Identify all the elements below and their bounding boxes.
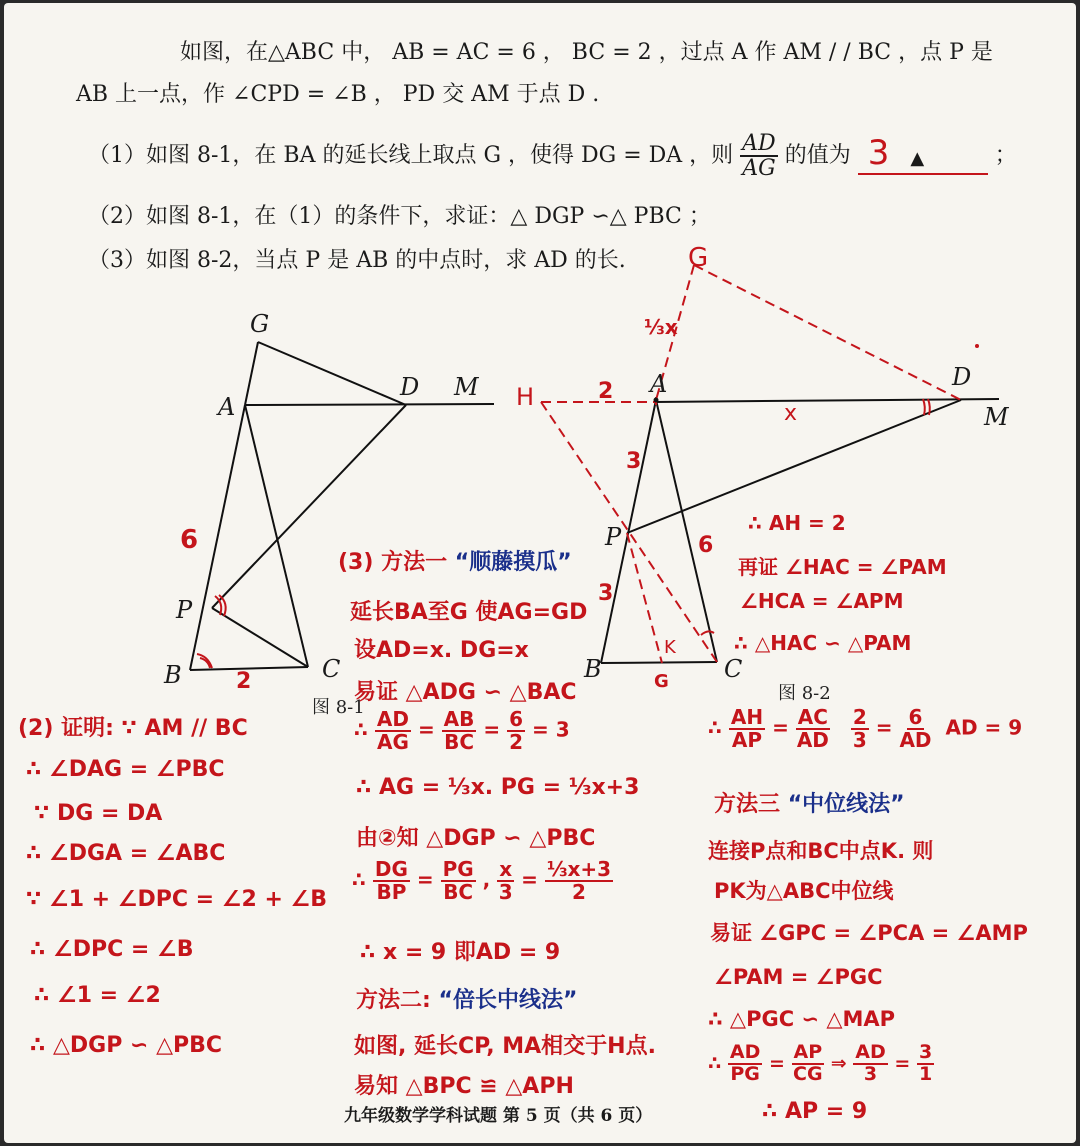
ratio-result: = 3 [531,717,570,742]
answer-marker: ▲ [910,148,925,169]
segment-BC-2 [601,662,717,663]
fraction-numerator: AD [729,1041,761,1063]
fraction-denominator: 3 [852,728,867,752]
method-1-line: ∴ AG = ⅓x. PG = ⅓x+3 [356,775,640,800]
question-1 [88,131,1017,180]
page-footer: 九年级数学学科试题 第 5 页（共 6 页） [344,1106,653,1126]
label-D: D [400,373,420,401]
stray-dot [975,344,979,348]
fraction-denominator: 2 [571,880,586,904]
segment-AC-2 [656,400,717,662]
segment-AB [190,405,245,670]
method-1-line: 延长BA至G 使AG=GD [350,600,588,625]
label-K: K [664,637,676,658]
point-A2 [654,398,659,403]
answer-value: 3 [867,133,890,173]
dashed-PK [627,533,662,663]
method-1-ratio: ∴ $\frac{AD}{AG}$ = $\frac{AB}{BC}$ = $\frac{6}{2}$ = 3 [354,707,570,754]
fraction-denominator: 2 [509,730,524,754]
fraction-numerator: AD [742,130,776,156]
method-1-proportion: ∴ $\frac{DG}{BP}$ = $\frac{PG}{BC}$ , $\frac{x}{3}$ = $\frac{\text{⅓x+3}}{2}$ [352,857,612,904]
method-3-line: ∠PAM = ∠PGC [714,965,883,989]
problem-line-1: 如图，在△ABC 中， AB = AC = 6 ， BC = 2 ，过点 A 作 AM / / BC ，点 P 是 [180,40,993,65]
label-B-2: B [584,655,602,683]
label-C-2: C [724,655,743,683]
label-D-2: D [952,363,972,391]
annotation-PB: 3 [598,581,614,606]
method-1-result: ∴ x = 9 即AD = 9 [360,940,561,965]
question-1-suffix: 的值为 [784,143,851,168]
method-3-line: 易证 ∠GPC = ∠PCA = ∠AMP [710,921,1028,945]
label-G: G [250,310,270,338]
label-A: A [218,393,236,421]
fraction-denominator: AG [376,730,409,754]
method-2-line: ∠HCA = ∠APM [740,589,904,613]
method-1-line: 由②知 △DGP ∽ △PBC [356,826,596,851]
question-3: （3）如图 8-2，当点 P 是 AB 的中点时，求 AD 的长. [88,248,626,273]
label-H: H [516,383,535,411]
therefore-sign: ∴ [352,867,366,892]
annotation-AP: 3 [626,449,642,474]
caption-figure-8-1: 图 8-1 [312,697,365,718]
method-2-name: “倍长中线法” [438,988,578,1013]
therefore-sign: ∴ [708,715,722,740]
fraction-numerator: AP [793,1041,823,1063]
fraction-denominator: AG [742,156,776,181]
problem-line-2: AB 上一点，作 ∠CPD = ∠B ， PD 交 AM 于点 D . [76,82,600,107]
method-2-line: ∴ AH = 2 [748,511,846,535]
proof-line: ∴ ∠1 = ∠2 [34,983,161,1008]
fraction-numerator: AB [443,707,475,731]
method-1-line: 易证 △ADG ∽ △BAC [354,680,577,705]
fraction-denominator: AD [796,728,829,752]
angle-mark-Db [923,399,925,415]
label-A-2: A [650,370,668,398]
segment-GA [245,342,258,405]
method-2-prefix: 方法二: [356,988,431,1013]
method-1-prefix: (3) 方法一 [338,550,448,575]
fraction-numerator: AD [376,707,409,731]
method-3-line: ∴ △PGC ∽ △MAP [708,1007,896,1031]
fraction-numerator: 3 [918,1041,933,1063]
method-2-line: 再证 ∠HAC = ∠PAM [738,555,947,579]
fraction-denominator: 1 [918,1062,933,1085]
fraction-denominator: PG [730,1062,760,1085]
fraction-denominator: 3 [863,1062,878,1085]
angle-mark-C [701,631,714,635]
method-3-name: “中位线法” [787,792,905,817]
proof-line: ∴ ∠DGA = ∠ABC [26,841,226,866]
annotation-HA: 2 [598,379,614,404]
fraction-numerator: 6 [908,705,923,729]
exam-sheet [4,3,1076,1143]
fraction-denominator: 3 [498,880,513,904]
segment-PD [212,405,406,608]
method-2-line: ∴ △HAC ∽ △PAM [734,631,912,655]
method-2-result: AD = 9 [945,715,1023,740]
method-3-prefix: 方法三 [714,792,781,817]
fraction-numerator: AH [730,705,764,729]
question-1-end: ； [994,143,1017,168]
proof-line: (2) 证明: ∵ AM // BC [18,716,248,741]
fraction-denominator: AD [899,728,932,752]
label-C: C [322,655,341,683]
method-3-line: PK为△ABC中位线 [714,879,894,903]
annotation-BC-length: 2 [236,669,252,694]
fraction-denominator: CG [793,1062,823,1085]
fraction-numerator: PG [442,857,474,881]
method-1-line: 设AD=x. DG=x [354,638,529,663]
method-3-title [714,787,905,818]
proof-line: ∵ ∠1 + ∠DPC = ∠2 + ∠B [26,887,328,912]
therefore-sign: ∴ [708,1052,722,1075]
proof-line: ∵ DG = DA [34,801,163,826]
answer-blank [858,133,988,175]
annotation-AG: ⅓x [644,315,678,339]
proof-line: ∴ ∠DAG = ∠PBC [26,757,225,782]
fraction-numerator: AC [797,705,828,729]
question-1-prefix: （1）如图 8-1，在 BA 的延长线上取点 G ，使得 DG = DA ，则 [88,143,734,168]
method-2-line: 易知 △BPC ≌ △APH [354,1074,574,1099]
annotation-AC: 6 [698,533,714,558]
caption-figure-8-2: 图 8-2 [778,683,831,704]
fraction-denominator: BP [376,880,407,904]
question-1-fraction [740,132,778,180]
fraction-denominator: BC [443,880,474,904]
proof-line: ∴ ∠DPC = ∠B [30,937,194,962]
annotation-AB-length: 6 [180,525,199,555]
method-2-title [356,983,577,1014]
method-2-line: 如图, 延长CP, MA相交于H点. [354,1034,656,1059]
fraction-numerator: ⅓x+3 [546,857,612,881]
label-P: P [176,596,193,624]
fraction-numerator: 6 [509,707,524,731]
method-2-proportion: ∴ $\frac{AH}{AP}$ = $\frac{AC}{AD}$ $\frac{2}{3}$ = $\frac{6}{AD}$ AD = 9 [708,705,1023,752]
question-2: （2）如图 8-1，在（1）的条件下，求证：△ DGP ∽△ PBC ； [88,204,711,229]
line-AM [245,404,494,405]
label-M: M [454,373,479,401]
fraction-numerator: DG [374,857,408,881]
method-3-proportion: ∴ $\frac{AD}{PG}$ = $\frac{AP}{CG}$ ⇒ $\frac{AD}{3}$ = $\frac{3}{1}$ [708,1041,933,1085]
segment-AC [245,405,308,667]
fraction-denominator: BC [444,730,474,754]
label-G-top: G [688,243,709,273]
label-P-2: P [605,523,622,551]
segment-GD [258,342,406,405]
fraction-numerator: x [499,857,513,881]
label-M-2: M [984,403,1009,431]
fraction-numerator: AD [855,1041,886,1063]
line-AM-2 [654,399,999,402]
annotation-AD: x [784,401,798,426]
dashed-GD [694,265,961,400]
method-1-name: “顺藤摸瓜” [454,550,572,575]
method-3-line: 连接P点和BC中点K. 则 [708,839,934,863]
proof-line: ∴ △DGP ∽ △PBC [30,1033,223,1058]
label-B: B [164,661,182,689]
fraction-denominator: AP [731,728,763,752]
segment-PC [212,608,308,667]
method-1-title [338,545,572,576]
method-3-result: ∴ AP = 9 [762,1099,868,1124]
label-G-bottom: G [654,671,669,692]
fraction-numerator: 2 [852,705,867,729]
therefore-sign: ∴ [354,717,368,742]
